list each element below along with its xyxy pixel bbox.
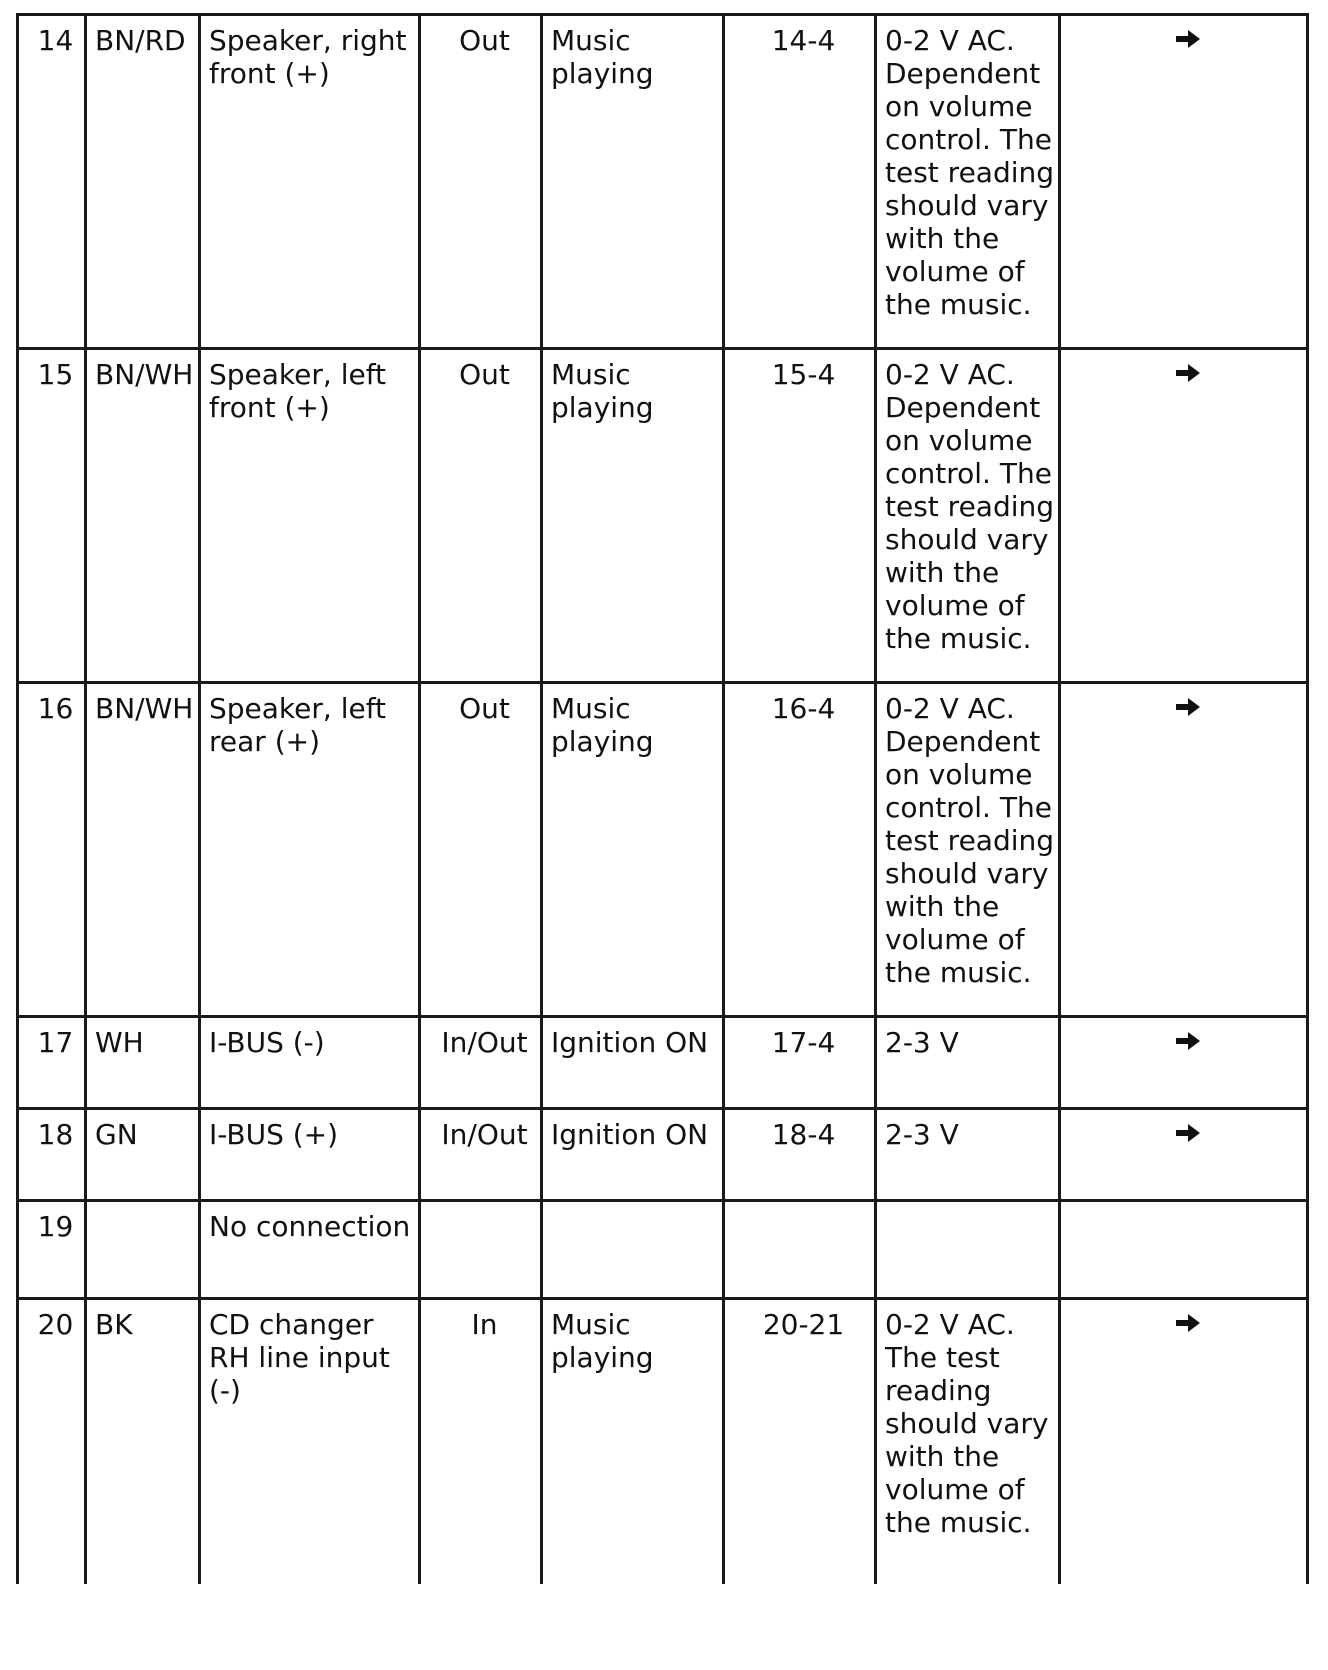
wire-color: WH — [86, 1017, 200, 1109]
test-condition: Music playing — [542, 683, 724, 1017]
arrow-cell-empty — [1060, 1201, 1308, 1299]
wire-color: BK — [86, 1299, 200, 1584]
signal-direction — [420, 1201, 542, 1299]
arrow-cell[interactable] — [1060, 349, 1308, 683]
pin-function: Speaker, right front (+) — [200, 15, 420, 349]
wire-color: BN/WH — [86, 349, 200, 683]
arrow-cell[interactable] — [1060, 1299, 1308, 1584]
nominal-value: 0-2 V AC. Dependent on volume control. The test reading should vary with the volume of the music. — [876, 15, 1060, 349]
pin-number: 20 — [18, 1299, 86, 1584]
signal-direction: In — [420, 1299, 542, 1584]
wire-color — [86, 1201, 200, 1299]
test-condition: Music playing — [542, 349, 724, 683]
arrow-right-icon[interactable] — [1175, 1312, 1201, 1334]
arrow-cell[interactable] — [1060, 1017, 1308, 1109]
table-row — [18, 349, 1308, 683]
arrow-right-icon[interactable] — [1175, 696, 1201, 718]
wire-color: BN/WH — [86, 683, 200, 1017]
arrow-right-icon[interactable] — [1175, 362, 1201, 384]
test-points: 14-4 — [724, 15, 876, 349]
pin-function: No connection — [200, 1201, 420, 1299]
test-points: 16-4 — [724, 683, 876, 1017]
nominal-value: 0-2 V AC. The test reading should vary with the volume of the music. — [876, 1299, 1060, 1584]
signal-direction: Out — [420, 349, 542, 683]
pin-number: 14 — [18, 15, 86, 349]
wire-color: BN/RD — [86, 15, 200, 349]
nominal-value: 2-3 V — [876, 1109, 1060, 1201]
table-row — [18, 683, 1308, 1017]
table-row — [18, 1201, 1308, 1299]
pin-number: 18 — [18, 1109, 86, 1201]
test-condition — [542, 1201, 724, 1299]
arrow-cell[interactable] — [1060, 15, 1308, 349]
table-row — [18, 1299, 1308, 1584]
test-condition: Music playing — [542, 1299, 724, 1584]
arrow-right-icon[interactable] — [1175, 1030, 1201, 1052]
test-condition: Music playing — [542, 15, 724, 349]
nominal-value — [876, 1201, 1060, 1299]
pin-function: Speaker, left rear (+) — [200, 683, 420, 1017]
test-points: 18-4 — [724, 1109, 876, 1201]
pin-assignment-table — [16, 13, 1309, 1584]
arrow-cell[interactable] — [1060, 1109, 1308, 1201]
pin-number: 17 — [18, 1017, 86, 1109]
test-points: 20-21 — [724, 1299, 876, 1584]
arrow-right-icon[interactable] — [1175, 28, 1201, 50]
test-points: 17-4 — [724, 1017, 876, 1109]
nominal-value: 0-2 V AC. Dependent on volume control. The test reading should vary with the volume of the music. — [876, 349, 1060, 683]
pin-number: 15 — [18, 349, 86, 683]
signal-direction: In/Out — [420, 1109, 542, 1201]
pin-number: 19 — [18, 1201, 86, 1299]
table-row — [18, 15, 1308, 349]
nominal-value: 2-3 V — [876, 1017, 1060, 1109]
test-condition: Ignition ON — [542, 1017, 724, 1109]
signal-direction: Out — [420, 683, 542, 1017]
wire-color: GN — [86, 1109, 200, 1201]
test-points — [724, 1201, 876, 1299]
arrow-right-icon[interactable] — [1175, 1122, 1201, 1144]
pin-function: CD changer RH line input (-) — [200, 1299, 420, 1584]
arrow-cell[interactable] — [1060, 683, 1308, 1017]
pin-function: Speaker, left front (+) — [200, 349, 420, 683]
pin-function: I-BUS (+) — [200, 1109, 420, 1201]
test-points: 15-4 — [724, 349, 876, 683]
table-row — [18, 1109, 1308, 1201]
nominal-value: 0-2 V AC. Dependent on volume control. The test reading should vary with the volume of the music. — [876, 683, 1060, 1017]
pin-function: I-BUS (-) — [200, 1017, 420, 1109]
pin-number: 16 — [18, 683, 86, 1017]
signal-direction: In/Out — [420, 1017, 542, 1109]
table-row — [18, 1017, 1308, 1109]
signal-direction: Out — [420, 15, 542, 349]
test-condition: Ignition ON — [542, 1109, 724, 1201]
